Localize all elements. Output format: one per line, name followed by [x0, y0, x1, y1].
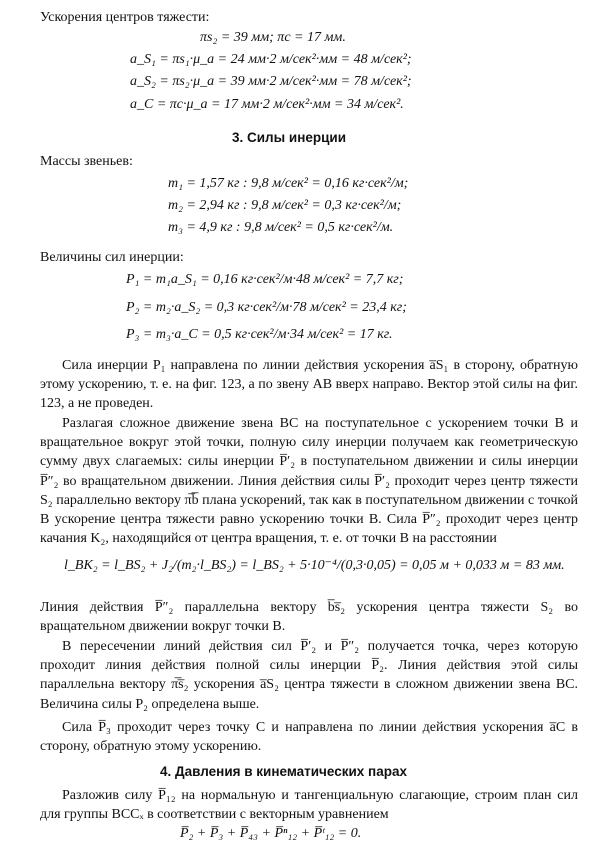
- formula-p3: P₃ = m₃·a_C = 0,5 кг·сек²/м·34 м/сек² = 17 кг.: [126, 327, 393, 342]
- formula-p1: P₁ = m₁a_S₁ = 0,16 кг·сек²/м·48 м/сек² = 7,7 кг;: [126, 272, 404, 287]
- paragraph-decomposition: Разлагая сложное движение звена BC на поступательное с ускорением точки B и вращательное вокруг этой точки, полную силу инерции получаем как геометрическую сумму двух слагаемых: силы инерции P̅′₂ в поступательном движении и силы инерции P̅″₂ во вращательном движении. Линия действия силы P̅′₂ проходит через центр тяжести S₂ параллельно вектору π̅b̅ плана ускорений, так как в поступательном движении с точкой B ускорение центра тяжести равно ускорению точки B. Сила P̅″₂ проходит через центр качания K₂, находящийся от центра вращения, т. е. от точки B на расстоянии: [40, 416, 578, 547]
- formula-as2: a_S₂ = πs₂·μ_a = 39 мм·2 м/сек²·мм = 78 м/сек²;: [130, 74, 412, 89]
- formula-m3: m₃ = 4,9 кг : 9,8 м/сек² = 0,5 кг·сек²/м.: [168, 220, 394, 235]
- paragraph-p1-direction: Сила инерции P₁ направлена по линии действия ускорения a̅S₁ в сторону, обратную этому ускорению, т. е. на фиг. 123, а по звену AB вверх направо. Вектор этой силы на фиг. 123, а не проведен.: [40, 358, 578, 412]
- formula-lbk2: l_BK₂ = l_BS₂ + J₂/(m₂·l_BS₂) = l_BS₂ + 5·10⁻⁴/(0,3·0,05) = 0,05 м + 0,033 м = 83 мм.: [64, 558, 565, 573]
- paragraph-line-of-action: Линия действия P̅″₂ параллельна вектору b̅s̅₂ ускорения центра тяжести S₂ во вращательном движении вокруг точки B.: [40, 600, 578, 635]
- formula-pi-s2: πs₂ = 39 мм; πc = 17 мм.: [200, 30, 346, 45]
- formula-m2: m₂ = 2,94 кг : 9,8 м/сек² = 0,3 кг·сек²/м;: [168, 198, 402, 213]
- paragraph-p3: Сила P̅₃ проходит через точку C и направлена по линии действия ускорения a̅C в сторону, обратную этому ускорению.: [40, 720, 578, 755]
- section-heading-pressures: 4. Давления в кинематических парах: [160, 764, 407, 779]
- formula-m1: m₁ = 1,57 кг : 9,8 м/сек² = 0,16 кг·сек²/м;: [168, 176, 409, 191]
- formula-p2: P₂ = m₂·a_S₂ = 0,3 кг·сек²/м·78 м/сек² = 23,4 кг;: [126, 300, 407, 315]
- formula-vector-equation: P̅₂ + P̅₃ + P̅₄₃ + P̅ⁿ₁₂ + P̅ᵗ₁₂ = 0.: [180, 826, 362, 841]
- accel-title: Ускорения центров тяжести:: [40, 10, 210, 25]
- paragraph-intersection: В пересечении линий действия сил P̅′₂ и P̅″₂ получается точка, через которую проходит линия действия полной силы инерции P̅₂. Линия действия этой силы параллельна вектору π̅s̅₂ ускорения a̅S₂ центра тяжести в сложном движении звена BC. Величина силы P₂ определена выше.: [40, 639, 578, 712]
- paragraph-decompose-p12: Разложив силу P̅₁₂ на нормальную и тангенциальную слагающие, строим план сил для группы BCCₓ в соответствии с векторным уравнением: [40, 788, 578, 823]
- formula-as1: a_S₁ = πs₁·μ_a = 24 мм·2 м/сек²·мм = 48 м/сек²;: [130, 52, 412, 67]
- formula-ac: a_C = πc·μ_a = 17 мм·2 м/сек²·мм = 34 м/сек².: [130, 97, 404, 112]
- masses-title: Массы звеньев:: [40, 154, 133, 169]
- section-heading-inertia: 3. Силы инерции: [232, 130, 347, 145]
- forces-title: Величины сил инерции:: [40, 250, 184, 265]
